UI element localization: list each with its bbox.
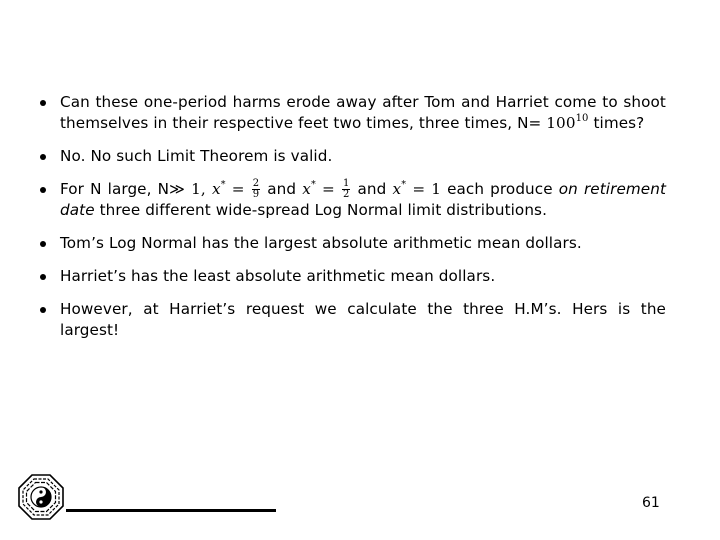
fraction-denominator: 9	[252, 189, 260, 200]
bullet-text: and	[261, 180, 303, 198]
bullet-text: For N large, N	[60, 180, 170, 198]
page-number: 61	[642, 495, 660, 511]
bullet-item-5	[40, 266, 666, 287]
bullet-item-4	[40, 233, 666, 254]
math-base: 100	[546, 114, 576, 132]
bullet-text: times?	[588, 114, 645, 132]
bullet-item-2	[40, 146, 666, 167]
bullet-text: However, at Harriet’s request we calculate the three H.M’s. Hers is the largest!	[60, 300, 666, 339]
bullet-text: three different wide-spread Log Normal limit distributions.	[94, 201, 547, 219]
footer-rule	[66, 509, 276, 512]
bullet-text: Tom’s Log Normal has the largest absolute arithmetic mean dollars.	[60, 234, 582, 252]
math-xstar: x	[392, 180, 402, 198]
math-star: *	[220, 178, 226, 190]
bullet-dot-icon	[40, 307, 46, 313]
math-equals: =	[315, 180, 341, 198]
math-relation: ≫ 1,	[169, 180, 212, 198]
bullet-dot-icon	[40, 274, 46, 280]
bullet-text: No. No such Limit Theorem is valid.	[60, 147, 333, 165]
bullet-dot-icon	[40, 241, 46, 247]
fraction-denominator: 2	[342, 189, 350, 200]
math-equals: =	[406, 180, 432, 198]
bullet-text: and	[351, 180, 393, 198]
fraction-one-half	[342, 179, 350, 200]
math-xstar: x	[302, 180, 311, 198]
bullet-dot-icon	[40, 154, 46, 160]
fraction-numerator: 1	[342, 178, 350, 189]
bullet-item-1	[40, 92, 666, 134]
bullet-list	[40, 92, 666, 353]
bullet-dot-icon	[40, 100, 46, 106]
bullet-text: each produce	[441, 180, 559, 198]
bullet-text: Can these one-period harms erode away after Tom and Harriet come to shoot themselves in their respective feet two times, three times, N=	[60, 93, 666, 132]
bullet-text: Harriet’s has the least absolute arithmetic mean dollars.	[60, 267, 496, 285]
math-star: *	[401, 178, 407, 190]
fraction-numerator: 2	[252, 178, 260, 189]
math-star: *	[310, 178, 316, 190]
fraction-two-ninths	[252, 179, 260, 200]
math-one: 1	[431, 180, 441, 198]
emphasis-text: on retirement date	[60, 180, 667, 219]
math-equals: =	[225, 180, 251, 198]
bagua-yin-yang-logo-icon	[18, 474, 64, 520]
bullet-item-3	[40, 179, 666, 221]
math-xstar: x	[211, 180, 221, 198]
math-exponent: 10	[575, 112, 589, 124]
bullet-item-6	[40, 299, 666, 341]
bullet-dot-icon	[40, 187, 46, 193]
